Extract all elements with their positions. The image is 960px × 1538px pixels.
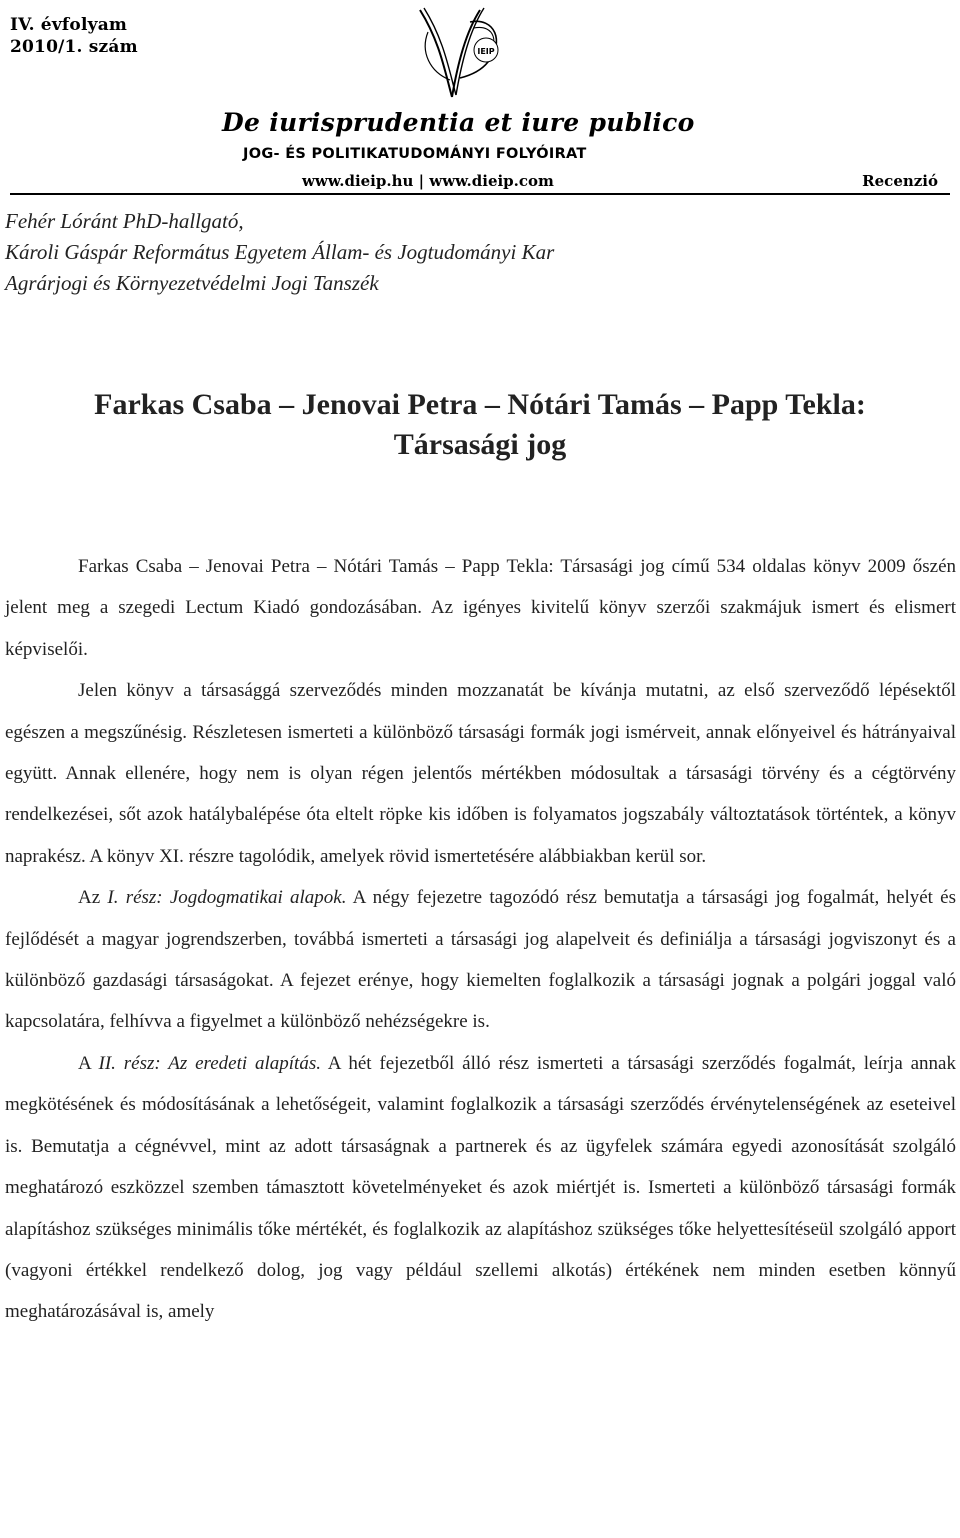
logo-text: IEIP bbox=[477, 47, 495, 56]
paragraph-3-lead: Az bbox=[78, 887, 108, 909]
journal-header bbox=[0, 0, 960, 200]
author-department: Agrárjogi és Környezetvédelmi Jogi Tanszék bbox=[5, 271, 379, 295]
journal-logo-mark bbox=[400, 2, 510, 102]
journal-latin-title: De iurisprudentia et iure publico bbox=[222, 108, 695, 137]
review-title-book: Társasági jog bbox=[393, 428, 567, 461]
paragraph-3-text: A négy fejezetre tagozódó rész bemutatja a társasági jog fogalmát, helyét és fejlődését a magyar jogrendszerben, továbbá ismerteti a társasági jog alapelveit és definiálja a társasági jogviszonyt és a különböző gazdasági társaságokat. A fejezet erénye, hogy kiemelten foglalkozik a társasági jognak a polgári joggal való kapcsolatára, felhívva a figyelmet a különböző nehézségekre is. bbox=[5, 887, 957, 1033]
journal-logo bbox=[400, 2, 510, 102]
journal-websites: www.dieip.hu | www.dieip.com bbox=[302, 172, 554, 190]
review-body bbox=[5, 546, 956, 1333]
issue-info bbox=[10, 14, 138, 58]
paragraph-3 bbox=[5, 877, 956, 1043]
review-title bbox=[0, 385, 960, 465]
paragraph-4-heading: II. rész: Az eredeti alapítás. bbox=[98, 1052, 321, 1074]
volume-label: IV. évfolyam bbox=[10, 15, 128, 35]
author-block bbox=[5, 206, 554, 299]
paragraph-1: Farkas Csaba – Jenovai Petra – Nótári Tamás – Papp Tekla: Társasági jog című 534 oldalas könyv 2009 őszén jelent meg a szegedi Lectum Kiadó gondozásában. Az igényes kivitelű könyv szerzői szakmájuk ismert és elismert képviselői. bbox=[5, 556, 956, 660]
header-divider bbox=[10, 193, 950, 195]
paragraph-4-lead: A bbox=[78, 1052, 99, 1074]
author-institution: Károli Gáspár Református Egyetem Állam- és Jogtudományi Kar bbox=[5, 240, 555, 264]
paragraph-2: Jelen könyv a társasággá szerveződés minden mozzanatát be kívánja mutatni, az első szerveződő lépésektől egészen a megszűnésig. Részletesen ismerteti a különböző társasági formák jogi ismérveit, annak előnyeivel és hátrányaival együtt. Annak ellenére, hogy nem is olyan régen jelentős mértékben módosultak a társasági törvény és a cégtörvény rendelkezései, sőt azok hatálybalépése óta eltelt röpke kis időben is folyamatos jogszabály változtatások történtek, a könyv naprakész. A könyv XI. részre tagolódik, amelyek rövid ismertetésére alábbiakban kerül sor. bbox=[5, 680, 956, 867]
review-title-authors: Farkas Csaba – Jenovai Petra – Nótári Tamás – Papp Tekla: bbox=[94, 388, 866, 421]
paragraph-4-text: A hét fejezetből álló rész ismerteti a társasági szerződés fogalmát, leírja annak megkötésének és módosításának a lehetőségeit, valamint foglalkozik a társasági szerződés érvénytelenségének az eseteivel is. Bemutatja a cégnévvel, mint az adott társaságnak a partnerek és az ügyfelek számára egyedi azonosítását szolgáló meghatározó eszközzel szemben támasztott követelményeket és azok miértjét is. Ismerteti a különböző társasági formák alapításhoz szükséges minimális tőke mértékét, és foglalkozik az alapításhoz szükséges tőke helyettesítéseül szolgáló apport (vagyoni értékkel rendelkező dolog, jog vagy például szellemi alkotás) értékének nem minden esetben könnyű meghatározásával is, amely bbox=[5, 1052, 956, 1323]
paragraph-3-heading: I. rész: Jogdogmatikai alapok. bbox=[107, 887, 347, 909]
document-type-label: Recenzió bbox=[862, 172, 938, 190]
author-name: Fehér Lóránt PhD-hallgató, bbox=[5, 209, 244, 233]
issue-label: 2010/1. szám bbox=[10, 37, 138, 57]
paragraph-4 bbox=[5, 1043, 956, 1333]
journal-subtitle: JOG- ÉS POLITIKATUDOMÁNYI FOLYÓIRAT bbox=[243, 146, 587, 162]
